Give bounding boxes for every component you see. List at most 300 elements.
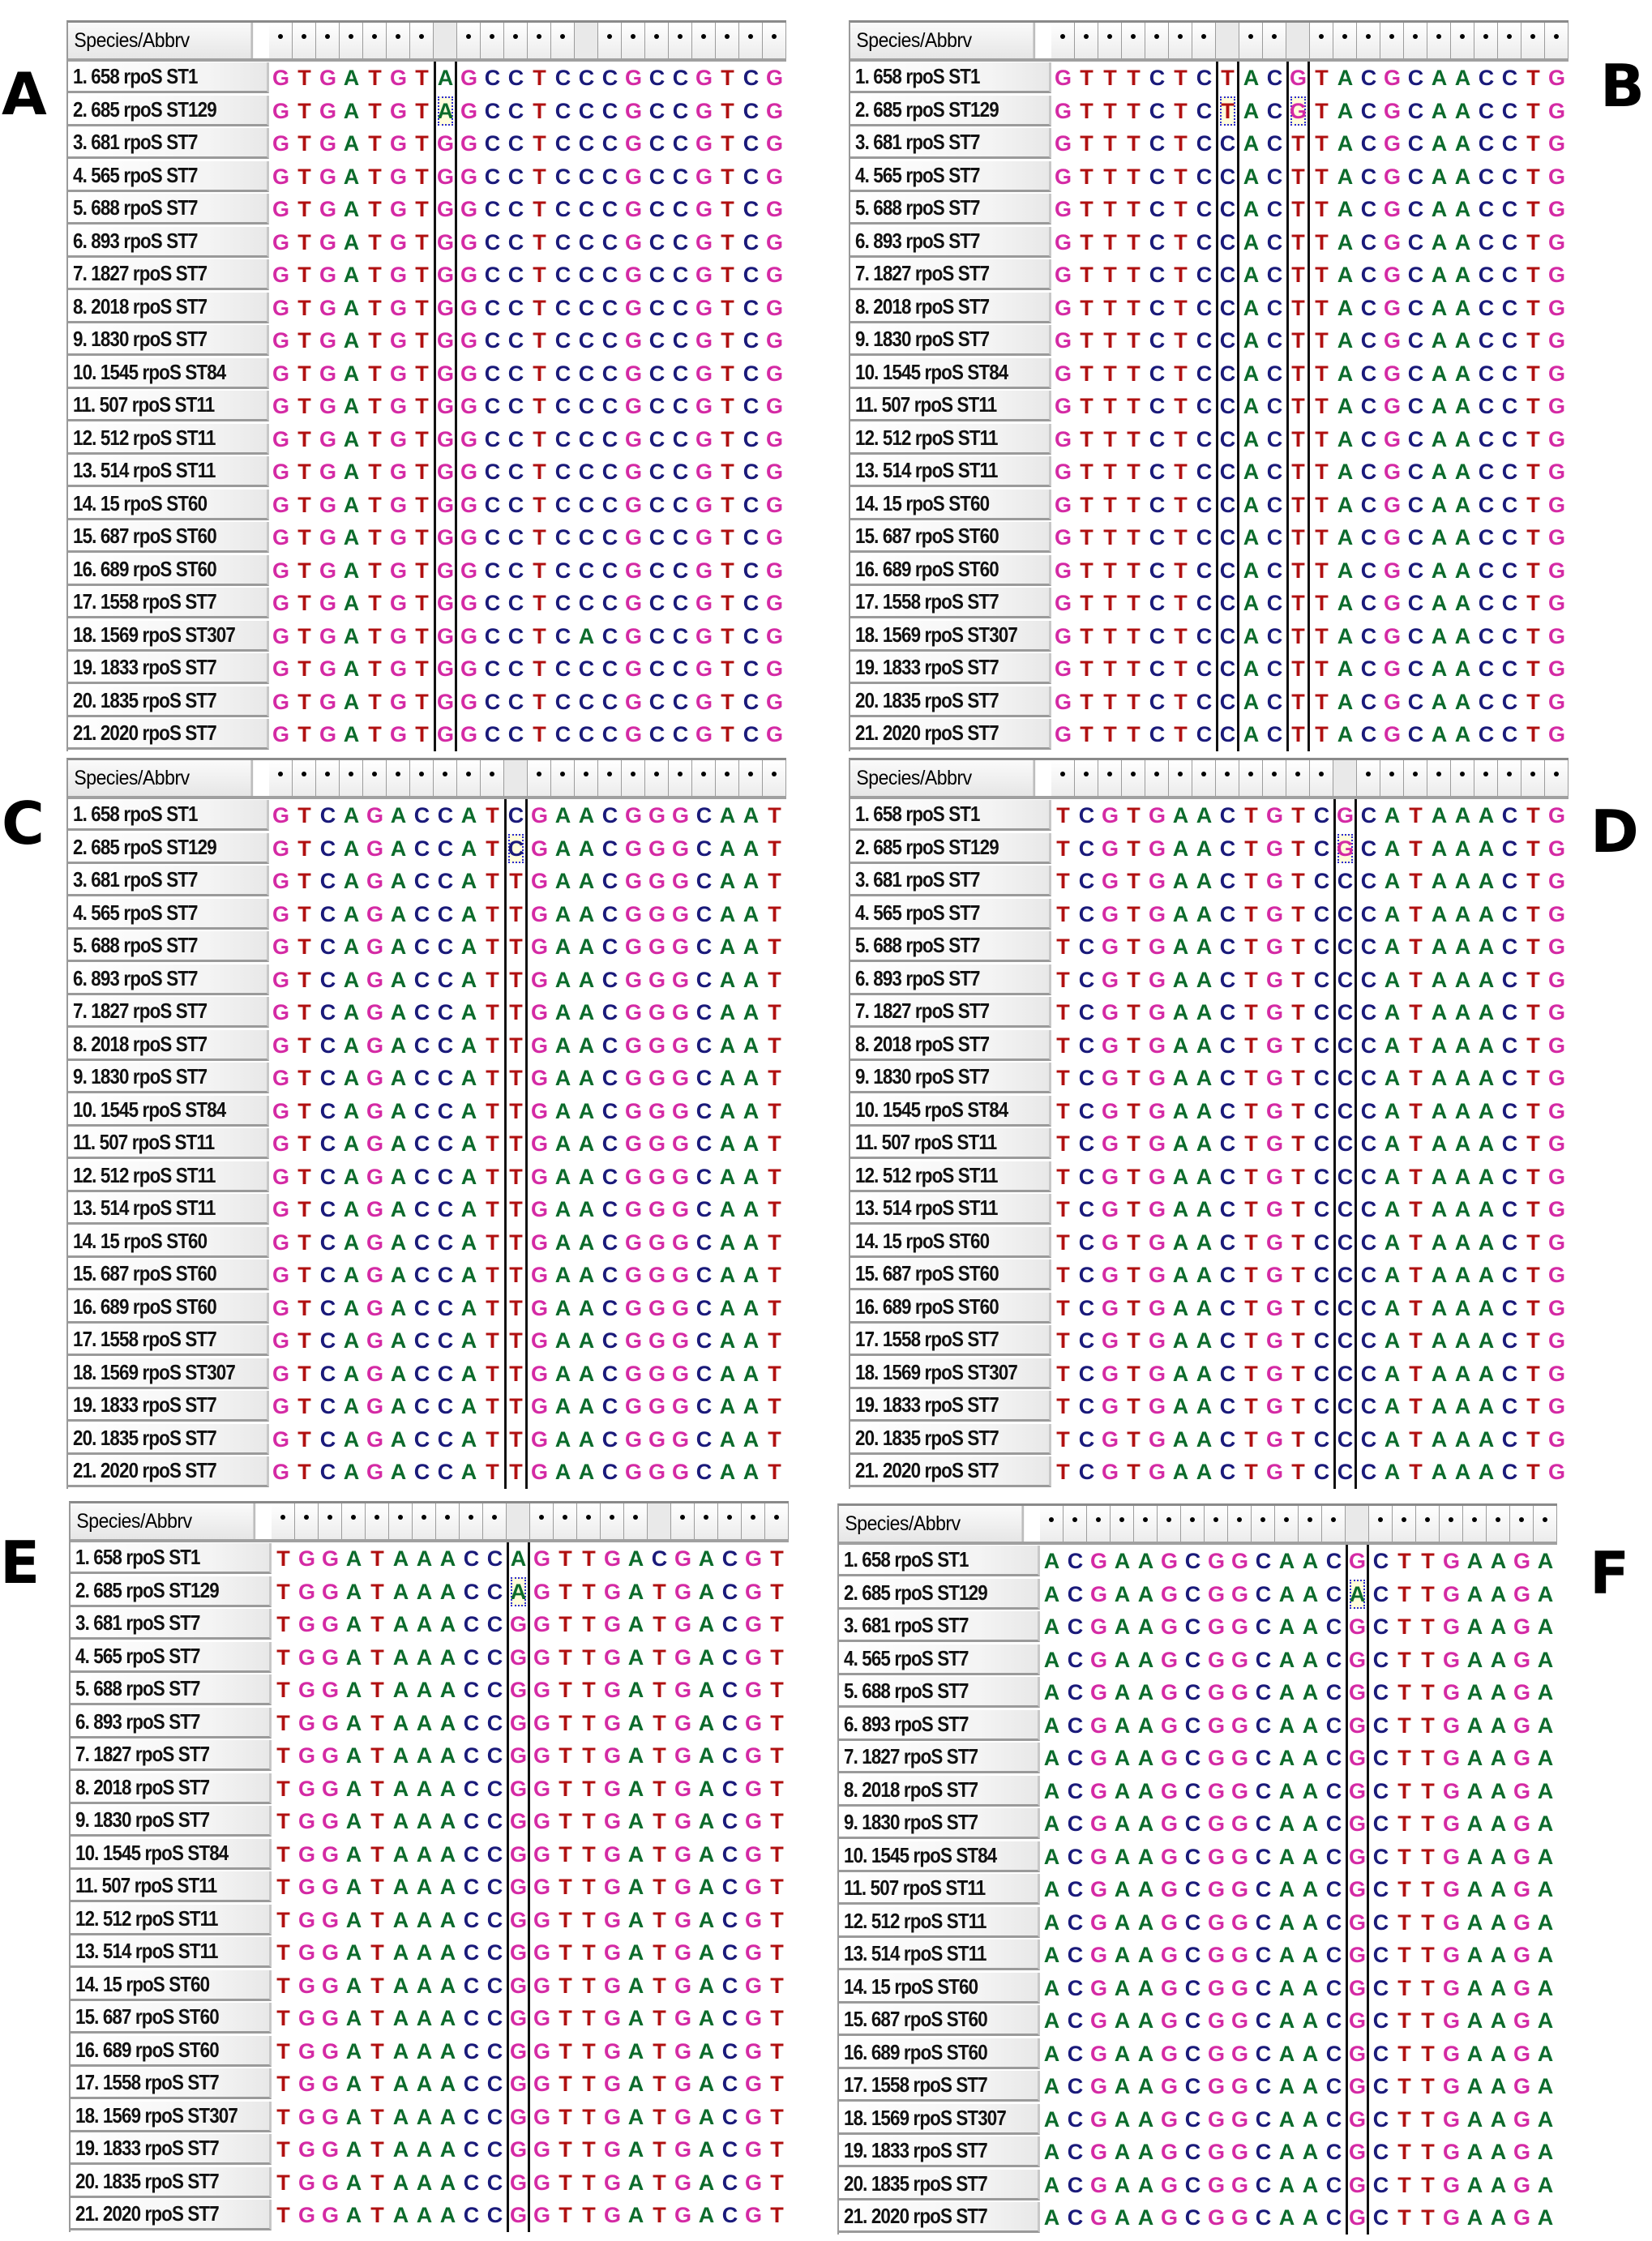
nucleotide-cell[interactable]: C (672, 591, 689, 615)
nucleotide-cell[interactable]: C (672, 656, 689, 681)
species-label[interactable] (68, 621, 269, 652)
nucleotide-cell[interactable]: T (1127, 394, 1141, 418)
nucleotide-cell[interactable]: T (582, 1579, 596, 1604)
nucleotide-cell[interactable]: C (463, 1776, 480, 1801)
nucleotide-cell[interactable]: A (1302, 2140, 1319, 2164)
nucleotide-cell[interactable]: T (1397, 2140, 1411, 2164)
species-label[interactable] (839, 2038, 1040, 2069)
nucleotide-cell[interactable]: T (721, 460, 734, 484)
nucleotide-cell[interactable]: A (1337, 229, 1354, 254)
nucleotide-cell[interactable]: G (1160, 1680, 1178, 1704)
nucleotide-cell[interactable]: G (1442, 1713, 1460, 1738)
nucleotide-cell[interactable]: G (1089, 2074, 1107, 2098)
species-label[interactable] (68, 1325, 269, 1356)
nucleotide-cell[interactable]: A (1537, 1877, 1554, 1901)
species-label[interactable] (850, 1293, 1051, 1324)
nucleotide-cell[interactable]: T (559, 1579, 572, 1604)
nucleotide-cell[interactable]: A (1137, 2008, 1154, 2033)
nucleotide-cell[interactable]: C (1360, 1131, 1377, 1156)
nucleotide-cell[interactable]: A (345, 1809, 362, 1833)
nucleotide-cell[interactable]: A (392, 2038, 409, 2064)
nucleotide-cell[interactable]: T (297, 131, 311, 156)
nucleotide-cell[interactable]: G (366, 1098, 383, 1123)
nucleotide-cell[interactable]: C (578, 492, 595, 517)
nucleotide-cell[interactable]: C (1501, 460, 1518, 484)
nucleotide-cell[interactable]: T (370, 1743, 384, 1768)
nucleotide-cell[interactable]: G (1054, 525, 1072, 550)
nucleotide-cell[interactable]: C (601, 426, 618, 451)
nucleotide-cell[interactable]: T (770, 1612, 784, 1636)
nucleotide-cell[interactable]: C (1255, 2008, 1272, 2033)
nucleotide-cell[interactable]: G (321, 1546, 339, 1571)
nucleotide-cell[interactable]: A (698, 2006, 715, 2030)
nucleotide-cell[interactable]: G (297, 2006, 315, 2030)
nucleotide-cell[interactable]: C (1078, 1263, 1095, 1287)
nucleotide-cell[interactable]: T (1315, 229, 1329, 254)
nucleotide-cell[interactable]: T (486, 1000, 499, 1024)
nucleotide-cell[interactable]: C (743, 263, 760, 287)
nucleotide-cell[interactable]: G (1148, 1098, 1166, 1123)
nucleotide-cell[interactable]: T (486, 1394, 499, 1418)
nucleotide-cell[interactable]: C (1067, 1746, 1084, 1770)
species-label[interactable] (839, 1677, 1040, 1708)
nucleotide-cell[interactable]: C (1255, 2140, 1272, 2164)
nucleotide-cell[interactable]: A (719, 1197, 736, 1221)
nucleotide-cell[interactable]: A (1454, 295, 1471, 320)
nucleotide-cell[interactable]: C (1372, 1746, 1389, 1770)
nucleotide-cell[interactable]: G (603, 1678, 621, 1702)
nucleotide-cell[interactable]: T (582, 1644, 596, 1670)
nucleotide-cell[interactable]: A (1137, 1943, 1154, 1967)
nucleotide-cell[interactable]: T (1244, 803, 1258, 828)
nucleotide-cell[interactable]: G (434, 324, 457, 357)
nucleotide-cell[interactable]: A (1466, 2008, 1483, 2033)
nucleotide-cell[interactable]: C (1360, 1033, 1377, 1058)
nucleotide-cell[interactable]: C (1360, 131, 1377, 156)
nucleotide-cell[interactable]: T (1526, 934, 1540, 959)
nucleotide-cell[interactable]: A (1243, 164, 1260, 189)
nucleotide-cell[interactable]: G (1547, 591, 1565, 615)
nucleotide-cell[interactable]: T (415, 361, 429, 386)
nucleotide-cell[interactable]: C (1501, 1460, 1518, 1484)
nucleotide-cell[interactable]: T (770, 1776, 784, 1801)
nucleotide-cell[interactable]: C (437, 1197, 454, 1221)
nucleotide-cell[interactable]: G (744, 1644, 762, 1670)
nucleotide-cell[interactable]: A (460, 1000, 477, 1024)
nucleotide-cell[interactable]: C (743, 197, 760, 221)
nucleotide-cell[interactable]: A (416, 2072, 433, 2096)
nucleotide-cell[interactable]: G (624, 722, 642, 746)
nucleotide-cell[interactable]: G (674, 1546, 691, 1571)
nucleotide-cell[interactable]: C (695, 836, 713, 861)
species-label[interactable] (850, 653, 1051, 684)
species-label[interactable] (850, 997, 1051, 1028)
nucleotide-cell[interactable]: G (1160, 1549, 1178, 1573)
nucleotide-cell[interactable]: T (1315, 164, 1329, 189)
species-label[interactable] (71, 1609, 272, 1640)
nucleotide-cell[interactable]: A (554, 836, 571, 861)
nucleotide-cell[interactable]: C (743, 689, 760, 714)
nucleotide-cell[interactable]: G (648, 1033, 666, 1058)
nucleotide-cell[interactable]: A (439, 1841, 456, 1867)
nucleotide-cell[interactable]: T (368, 295, 382, 320)
nucleotide-cell[interactable]: G (1442, 1811, 1460, 1836)
conserved-site-marker[interactable] (342, 1503, 366, 1539)
nucleotide-cell[interactable]: T (297, 263, 311, 287)
nucleotide-cell[interactable]: A (578, 1394, 595, 1418)
nucleotide-cell[interactable]: C (721, 1907, 738, 1932)
nucleotide-cell[interactable]: C (319, 1263, 336, 1287)
nucleotide-cell[interactable]: A (1137, 1746, 1154, 1770)
nucleotide-cell[interactable]: A (1043, 1581, 1060, 1606)
nucleotide-cell[interactable]: G (1265, 803, 1283, 828)
nucleotide-cell[interactable]: A (460, 803, 477, 828)
nucleotide-cell[interactable]: G (272, 525, 289, 550)
nucleotide-cell[interactable]: G (1513, 1943, 1530, 1967)
nucleotide-cell[interactable]: C (413, 1394, 430, 1418)
nucleotide-cell[interactable]: C (507, 656, 524, 681)
nucleotide-cell[interactable]: C (648, 525, 666, 550)
nucleotide-cell[interactable]: C (1266, 623, 1283, 648)
nucleotide-cell[interactable]: T (559, 2006, 572, 2030)
nucleotide-cell[interactable]: C (484, 492, 501, 517)
nucleotide-cell[interactable]: A (1384, 1295, 1401, 1320)
nucleotide-cell[interactable]: A (698, 1678, 715, 1702)
nucleotide-cell[interactable]: G (1346, 1972, 1369, 2005)
nucleotide-cell[interactable]: A (1243, 591, 1260, 615)
nucleotide-cell[interactable]: C (695, 1394, 713, 1418)
nucleotide-cell[interactable]: T (533, 591, 546, 615)
nucleotide-cell[interactable]: G (1230, 1647, 1248, 1672)
nucleotide-cell[interactable]: G (624, 901, 642, 926)
nucleotide-cell[interactable]: A (343, 460, 360, 484)
nucleotide-cell[interactable]: A (578, 869, 595, 893)
nucleotide-cell[interactable]: A (1337, 328, 1354, 353)
nucleotide-cell[interactable]: A (343, 98, 360, 123)
nucleotide-cell[interactable]: A (390, 1295, 407, 1320)
nucleotide-cell[interactable]: T (721, 623, 734, 648)
species-label[interactable] (68, 719, 269, 750)
species-label[interactable] (839, 1611, 1040, 1642)
nucleotide-cell[interactable]: T (768, 1460, 781, 1484)
nucleotide-cell[interactable]: G (321, 1612, 339, 1636)
nucleotide-cell[interactable]: A (1384, 1426, 1401, 1452)
nucleotide-cell[interactable]: T (297, 1066, 311, 1090)
nucleotide-cell[interactable]: G (272, 1460, 289, 1484)
species-label[interactable] (850, 490, 1051, 520)
nucleotide-cell[interactable]: G (1513, 2041, 1530, 2066)
nucleotide-cell[interactable]: T (653, 1612, 666, 1636)
nucleotide-cell[interactable]: C (1313, 1197, 1330, 1221)
nucleotide-cell[interactable]: C (437, 1033, 454, 1058)
variable-site-marker[interactable] (1346, 1506, 1369, 1542)
nucleotide-cell[interactable]: A (1490, 2172, 1507, 2197)
nucleotide-cell[interactable]: G (1547, 426, 1565, 451)
nucleotide-cell[interactable]: T (1291, 836, 1305, 861)
nucleotide-cell[interactable]: C (672, 426, 689, 451)
nucleotide-cell[interactable]: T (1244, 1131, 1258, 1156)
nucleotide-cell[interactable]: A (416, 1743, 433, 1768)
nucleotide-cell[interactable]: A (460, 967, 477, 992)
nucleotide-cell[interactable]: T (770, 1644, 784, 1670)
nucleotide-cell[interactable]: G (744, 2072, 762, 2096)
nucleotide-cell[interactable]: G (1547, 901, 1565, 926)
nucleotide-cell[interactable]: T (1127, 1460, 1141, 1484)
nucleotide-cell[interactable]: T (1174, 229, 1188, 254)
nucleotide-cell[interactable]: C (1360, 492, 1377, 517)
nucleotide-cell[interactable]: T (1286, 718, 1310, 751)
nucleotide-cell[interactable]: T (486, 869, 499, 893)
nucleotide-cell[interactable]: A (1278, 1877, 1295, 1901)
nucleotide-cell[interactable]: G (674, 1644, 691, 1670)
nucleotide-cell[interactable]: G (744, 1907, 762, 1932)
nucleotide-cell[interactable]: C (1216, 423, 1239, 456)
nucleotide-cell[interactable]: T (1291, 1361, 1305, 1386)
nucleotide-cell[interactable]: A (1431, 263, 1448, 287)
nucleotide-cell[interactable]: C (484, 361, 501, 386)
nucleotide-cell[interactable]: A (343, 1000, 360, 1024)
nucleotide-cell[interactable]: T (1421, 1778, 1435, 1803)
nucleotide-cell[interactable]: A (439, 1907, 456, 1932)
nucleotide-cell[interactable]: C (507, 394, 524, 418)
nucleotide-cell[interactable]: G (674, 1612, 691, 1636)
nucleotide-cell[interactable]: A (1243, 623, 1260, 648)
nucleotide-cell[interactable]: G (1513, 1811, 1530, 1836)
nucleotide-cell[interactable]: A (1196, 1197, 1213, 1221)
nucleotide-cell[interactable]: C (1067, 1811, 1084, 1836)
nucleotide-cell[interactable]: A (1490, 2008, 1507, 2033)
conserved-site-marker[interactable] (645, 760, 669, 796)
nucleotide-cell[interactable]: G (319, 722, 336, 746)
nucleotide-cell[interactable]: G (1148, 803, 1166, 828)
nucleotide-cell[interactable]: C (648, 263, 666, 287)
nucleotide-cell[interactable]: G (603, 1743, 621, 1768)
nucleotide-cell[interactable]: C (1266, 295, 1283, 320)
nucleotide-cell[interactable]: G (1346, 1873, 1369, 1906)
nucleotide-cell[interactable]: C (554, 656, 571, 681)
nucleotide-cell[interactable]: G (1442, 1549, 1460, 1573)
nucleotide-cell[interactable]: G (1054, 623, 1072, 648)
nucleotide-cell[interactable]: G (1383, 722, 1401, 746)
nucleotide-cell[interactable]: T (368, 722, 382, 746)
nucleotide-cell[interactable]: A (1278, 2140, 1295, 2164)
nucleotide-cell[interactable]: A (1478, 1361, 1495, 1386)
nucleotide-cell[interactable]: A (460, 1098, 477, 1123)
nucleotide-cell[interactable]: T (1409, 1197, 1423, 1221)
nucleotide-cell[interactable]: A (392, 1841, 409, 1867)
nucleotide-cell[interactable]: A (1302, 2172, 1319, 2197)
nucleotide-cell[interactable]: G (1442, 2172, 1460, 2197)
nucleotide-cell[interactable]: G (1265, 1426, 1283, 1452)
nucleotide-cell[interactable]: T (1080, 295, 1093, 320)
nucleotide-cell[interactable]: C (463, 1546, 480, 1571)
nucleotide-cell[interactable]: G (603, 1612, 621, 1636)
nucleotide-cell[interactable]: C (1501, 901, 1518, 926)
nucleotide-cell[interactable]: T (1244, 1426, 1258, 1452)
nucleotide-cell[interactable]: A (1431, 1000, 1448, 1024)
nucleotide-cell[interactable]: A (1278, 2008, 1295, 2033)
nucleotide-cell[interactable]: C (1407, 623, 1424, 648)
nucleotide-cell[interactable]: A (343, 689, 360, 714)
nucleotide-cell[interactable]: G (1230, 1877, 1248, 1901)
nucleotide-cell[interactable]: A (1454, 66, 1471, 90)
nucleotide-cell[interactable]: A (554, 1426, 571, 1452)
nucleotide-cell[interactable]: A (1196, 1295, 1213, 1320)
nucleotide-cell[interactable]: A (390, 1230, 407, 1255)
nucleotide-cell[interactable]: C (1255, 2074, 1272, 2098)
nucleotide-cell[interactable]: A (345, 2170, 362, 2195)
conserved-site-marker[interactable] (742, 1503, 765, 1539)
nucleotide-cell[interactable]: A (1172, 934, 1189, 959)
nucleotide-cell[interactable]: A (1466, 2074, 1483, 2098)
nucleotide-cell[interactable]: T (1244, 1197, 1258, 1221)
nucleotide-cell[interactable]: A (1172, 1000, 1189, 1024)
nucleotide-cell[interactable]: T (368, 623, 382, 648)
nucleotide-cell[interactable]: G (1265, 1361, 1283, 1386)
nucleotide-cell[interactable]: T (1127, 591, 1141, 615)
nucleotide-cell[interactable]: A (1278, 1975, 1295, 2000)
nucleotide-cell[interactable]: G (695, 295, 713, 320)
nucleotide-cell[interactable]: A (1384, 1033, 1401, 1058)
nucleotide-cell[interactable]: C (672, 66, 689, 90)
conserved-site-marker[interactable] (295, 1503, 319, 1539)
nucleotide-cell[interactable]: T (1421, 1746, 1435, 1770)
nucleotide-cell[interactable]: G (671, 1328, 689, 1353)
nucleotide-cell[interactable]: G (1089, 1778, 1107, 1803)
nucleotide-cell[interactable]: A (460, 1426, 477, 1452)
nucleotide-cell[interactable]: C (463, 1809, 480, 1833)
nucleotide-cell[interactable]: T (1421, 1811, 1435, 1836)
species-label[interactable] (68, 391, 269, 421)
conserved-site-marker[interactable] (1310, 23, 1333, 58)
nucleotide-cell[interactable]: T (533, 98, 546, 123)
nucleotide-cell[interactable]: A (1172, 1460, 1189, 1484)
nucleotide-cell[interactable]: A (1337, 263, 1354, 287)
nucleotide-cell[interactable]: C (601, 591, 618, 615)
conserved-site-marker[interactable] (1275, 1506, 1299, 1542)
nucleotide-cell[interactable]: T (1409, 1460, 1423, 1484)
nucleotide-cell[interactable]: G (1148, 1197, 1166, 1221)
nucleotide-cell[interactable]: G (507, 1969, 530, 2003)
nucleotide-cell[interactable]: A (1478, 803, 1495, 828)
nucleotide-cell[interactable]: A (627, 1612, 644, 1636)
nucleotide-cell[interactable]: C (1360, 1098, 1377, 1123)
nucleotide-cell[interactable]: G (1054, 263, 1072, 287)
nucleotide-cell[interactable]: A (1466, 1877, 1483, 1901)
nucleotide-cell[interactable]: A (416, 2006, 433, 2030)
nucleotide-cell[interactable]: C (1478, 229, 1495, 254)
nucleotide-cell[interactable]: T (533, 558, 546, 583)
nucleotide-cell[interactable]: C (413, 1263, 430, 1287)
nucleotide-cell[interactable]: G (1148, 1394, 1166, 1418)
nucleotide-cell[interactable]: G (1089, 2140, 1107, 2164)
nucleotide-cell[interactable]: G (648, 1000, 666, 1024)
nucleotide-cell[interactable]: A (1490, 1549, 1507, 1573)
nucleotide-cell[interactable]: G (321, 1710, 339, 1735)
nucleotide-cell[interactable]: C (1501, 1426, 1518, 1452)
nucleotide-cell[interactable]: T (1526, 689, 1540, 714)
nucleotide-cell[interactable]: A (1302, 2205, 1319, 2230)
nucleotide-cell[interactable]: T (1397, 1581, 1411, 1606)
nucleotide-cell[interactable]: C (1266, 263, 1283, 287)
conserved-site-marker[interactable] (669, 23, 692, 58)
nucleotide-cell[interactable]: C (1313, 1394, 1330, 1418)
nucleotide-cell[interactable]: A (627, 1776, 644, 1801)
nucleotide-cell[interactable]: T (1291, 1263, 1305, 1287)
nucleotide-cell[interactable]: C (413, 1197, 430, 1221)
nucleotide-cell[interactable]: G (1207, 2041, 1225, 2066)
nucleotide-cell[interactable]: A (1431, 1197, 1448, 1221)
nucleotide-cell[interactable]: C (504, 832, 528, 866)
nucleotide-cell[interactable]: G (1207, 1647, 1225, 1672)
nucleotide-cell[interactable]: T (559, 2104, 572, 2129)
nucleotide-cell[interactable]: T (1174, 460, 1188, 484)
nucleotide-cell[interactable]: A (1478, 1295, 1495, 1320)
nucleotide-cell[interactable]: G (1547, 623, 1565, 648)
nucleotide-cell[interactable]: C (1149, 623, 1166, 648)
nucleotide-cell[interactable]: C (504, 799, 528, 832)
nucleotide-cell[interactable]: T (1409, 1426, 1423, 1452)
nucleotide-cell[interactable]: A (1278, 1746, 1295, 1770)
nucleotide-cell[interactable]: G (1160, 1647, 1178, 1672)
nucleotide-cell[interactable]: A (1454, 1098, 1471, 1123)
nucleotide-cell[interactable]: A (1454, 1131, 1471, 1156)
nucleotide-cell[interactable]: T (370, 2137, 384, 2162)
nucleotide-cell[interactable]: A (1384, 1098, 1401, 1123)
nucleotide-cell[interactable]: G (1265, 901, 1283, 926)
nucleotide-cell[interactable]: A (1454, 229, 1471, 254)
species-label[interactable] (68, 293, 269, 323)
nucleotide-cell[interactable]: C (319, 1164, 336, 1189)
nucleotide-cell[interactable]: A (1337, 722, 1354, 746)
conserved-site-marker[interactable] (272, 1503, 295, 1539)
nucleotide-cell[interactable]: T (768, 1000, 781, 1024)
nucleotide-cell[interactable]: C (1255, 1549, 1272, 1573)
conserved-site-marker[interactable] (575, 760, 598, 796)
nucleotide-cell[interactable]: T (370, 1710, 384, 1735)
nucleotide-cell[interactable]: A (1337, 164, 1354, 189)
nucleotide-cell[interactable]: A (627, 1546, 644, 1571)
nucleotide-cell[interactable]: C (1325, 2172, 1342, 2197)
nucleotide-cell[interactable]: G (1089, 2172, 1107, 2197)
nucleotide-cell[interactable]: C (1333, 930, 1357, 964)
nucleotide-cell[interactable]: C (1216, 489, 1239, 522)
nucleotide-cell[interactable]: C (1407, 426, 1424, 451)
nucleotide-cell[interactable]: T (721, 492, 734, 517)
nucleotide-cell[interactable]: G (1513, 1778, 1530, 1803)
nucleotide-cell[interactable]: A (1431, 591, 1448, 615)
nucleotide-cell[interactable]: C (1325, 1614, 1342, 1639)
nucleotide-cell[interactable]: A (343, 836, 360, 861)
nucleotide-cell[interactable]: C (1196, 558, 1213, 583)
species-label[interactable] (71, 1839, 272, 1870)
nucleotide-cell[interactable]: T (1174, 66, 1188, 90)
nucleotide-cell[interactable]: T (415, 623, 429, 648)
nucleotide-cell[interactable]: G (744, 1809, 762, 1833)
nucleotide-cell[interactable]: C (1078, 1066, 1095, 1090)
nucleotide-cell[interactable]: G (648, 836, 666, 861)
conserved-site-marker[interactable] (1252, 1506, 1275, 1542)
nucleotide-cell[interactable]: C (486, 1907, 503, 1932)
nucleotide-cell[interactable]: T (770, 1940, 784, 1965)
nucleotide-cell[interactable]: A (1114, 1778, 1131, 1803)
nucleotide-cell[interactable]: G (366, 1033, 383, 1058)
nucleotide-cell[interactable]: A (390, 1361, 407, 1386)
nucleotide-cell[interactable]: G (624, 689, 642, 714)
nucleotide-cell[interactable]: A (1337, 591, 1354, 615)
nucleotide-cell[interactable]: G (434, 193, 457, 226)
nucleotide-cell[interactable]: C (1216, 686, 1239, 719)
